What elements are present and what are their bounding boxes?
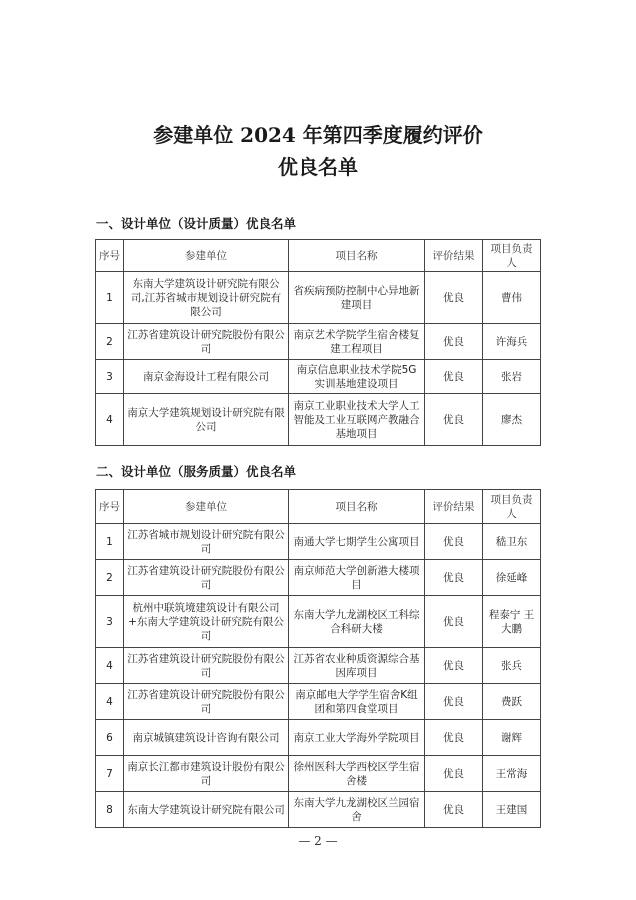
header-result: 评价结果 xyxy=(425,240,483,272)
cell-project: 南京艺术学院学生宿舍楼复建工程项目 xyxy=(289,324,425,360)
table-row xyxy=(96,560,541,596)
cell-project: 南京工业大学海外学院项目 xyxy=(289,720,425,756)
cell-unit: 南京金海设计工程有限公司 xyxy=(124,360,289,394)
section-1-heading: 一、设计单位（设计质量）优良名单 xyxy=(96,216,297,231)
cell-unit: 南京大学建筑规划设计研究院有限公司 xyxy=(124,394,289,446)
cell-unit: 江苏省建筑设计研究院股份有限公司 xyxy=(124,684,289,720)
cell-unit: 东南大学建筑设计研究院有限公司,江苏省城市规划设计研究院有限公司 xyxy=(124,272,289,324)
cell-no: 1 xyxy=(96,272,124,324)
cell-leader: 廖杰 xyxy=(483,394,541,446)
section-2-table xyxy=(95,489,541,828)
cell-result: 优良 xyxy=(425,720,483,756)
cell-project: 南京工业职业技术大学人工智能及工业互联网产教融合基地项目 xyxy=(289,394,425,446)
cell-unit: 江苏省建筑设计研究院股份有限公司 xyxy=(124,560,289,596)
table-row xyxy=(96,720,541,756)
cell-result: 优良 xyxy=(425,524,483,560)
cell-result: 优良 xyxy=(425,560,483,596)
cell-no: 1 xyxy=(96,524,124,560)
cell-result: 优良 xyxy=(425,272,483,324)
page-title: 参建单位 2024 年第四季度履约评价 xyxy=(153,123,483,147)
cell-no: 4 xyxy=(96,648,124,684)
table-row xyxy=(96,648,541,684)
cell-result: 优良 xyxy=(425,360,483,394)
header-no: 序号 xyxy=(96,490,124,524)
table-row xyxy=(96,756,541,792)
cell-no: 4 xyxy=(96,394,124,446)
header-unit: 参建单位 xyxy=(124,240,289,272)
cell-no: 2 xyxy=(96,560,124,596)
cell-unit: 江苏省城市规划设计研究院有限公司 xyxy=(124,524,289,560)
cell-project: 江苏省农业种质资源综合基因库项目 xyxy=(289,648,425,684)
cell-project: 南京信息职业技术学院5G实训基地建设项目 xyxy=(289,360,425,394)
section-2-heading: 二、设计单位（服务质量）优良名单 xyxy=(96,464,297,479)
header-leader: 项目负责人 xyxy=(483,490,541,524)
cell-leader: 徐延峰 xyxy=(483,560,541,596)
cell-leader: 张兵 xyxy=(483,648,541,684)
cell-unit: 东南大学建筑设计研究院有限公司 xyxy=(124,792,289,828)
cell-result: 优良 xyxy=(425,324,483,360)
cell-project: 南京师范大学创新港大楼项目 xyxy=(289,560,425,596)
cell-leader: 张岩 xyxy=(483,360,541,394)
cell-project: 南京邮电大学学生宿舍K组团和第四食堂项目 xyxy=(289,684,425,720)
table-row xyxy=(96,394,541,446)
cell-leader: 王建国 xyxy=(483,792,541,828)
header-project: 项目名称 xyxy=(289,240,425,272)
cell-leader: 谢辉 xyxy=(483,720,541,756)
cell-result: 优良 xyxy=(425,684,483,720)
cell-result: 优良 xyxy=(425,756,483,792)
cell-project: 省疾病预防控制中心异地新建项目 xyxy=(289,272,425,324)
table-row xyxy=(96,524,541,560)
cell-no: 8 xyxy=(96,792,124,828)
cell-leader: 曹伟 xyxy=(483,272,541,324)
cell-leader: 许海兵 xyxy=(483,324,541,360)
header-result: 评价结果 xyxy=(425,490,483,524)
section-1-table xyxy=(95,239,541,446)
cell-result: 优良 xyxy=(425,596,483,648)
cell-no: 3 xyxy=(96,596,124,648)
table-row xyxy=(96,684,541,720)
table-row xyxy=(96,324,541,360)
cell-leader: 程泰宁 王大鹏 xyxy=(483,596,541,648)
table-row xyxy=(96,272,541,324)
header-unit: 参建单位 xyxy=(124,490,289,524)
cell-no: 7 xyxy=(96,756,124,792)
table-header-row xyxy=(96,240,541,272)
cell-no: 2 xyxy=(96,324,124,360)
cell-no: 4 xyxy=(96,684,124,720)
cell-unit: 江苏省建筑设计研究院股份有限公司 xyxy=(124,648,289,684)
page-subtitle: 优良名单 xyxy=(278,155,358,179)
cell-unit: 南京长江都市建筑设计股份有限公司 xyxy=(124,756,289,792)
cell-result: 优良 xyxy=(425,792,483,828)
cell-result: 优良 xyxy=(425,394,483,446)
table-row xyxy=(96,596,541,648)
header-no: 序号 xyxy=(96,240,124,272)
cell-project: 东南大学九龙湖校区工科综合科研大楼 xyxy=(289,596,425,648)
table-row xyxy=(96,792,541,828)
cell-leader: 王常海 xyxy=(483,756,541,792)
cell-unit: 杭州中联筑境建筑设计有限公司+东南大学建筑设计研究院有限公司 xyxy=(124,596,289,648)
cell-no: 6 xyxy=(96,720,124,756)
header-project: 项目名称 xyxy=(289,490,425,524)
cell-leader: 嵇卫东 xyxy=(483,524,541,560)
table-header-row xyxy=(96,490,541,524)
cell-project: 徐州医科大学西校区学生宿舍楼 xyxy=(289,756,425,792)
cell-unit: 南京城镇建筑设计咨询有限公司 xyxy=(124,720,289,756)
cell-no: 3 xyxy=(96,360,124,394)
cell-project: 东南大学九龙湖校区兰园宿舍 xyxy=(289,792,425,828)
cell-unit: 江苏省建筑设计研究院股份有限公司 xyxy=(124,324,289,360)
cell-leader: 费跃 xyxy=(483,684,541,720)
header-leader: 项目负责人 xyxy=(483,240,541,272)
table-row xyxy=(96,360,541,394)
cell-result: 优良 xyxy=(425,648,483,684)
cell-project: 南通大学七期学生公寓项目 xyxy=(289,524,425,560)
page-number: — 2 — xyxy=(298,834,338,848)
